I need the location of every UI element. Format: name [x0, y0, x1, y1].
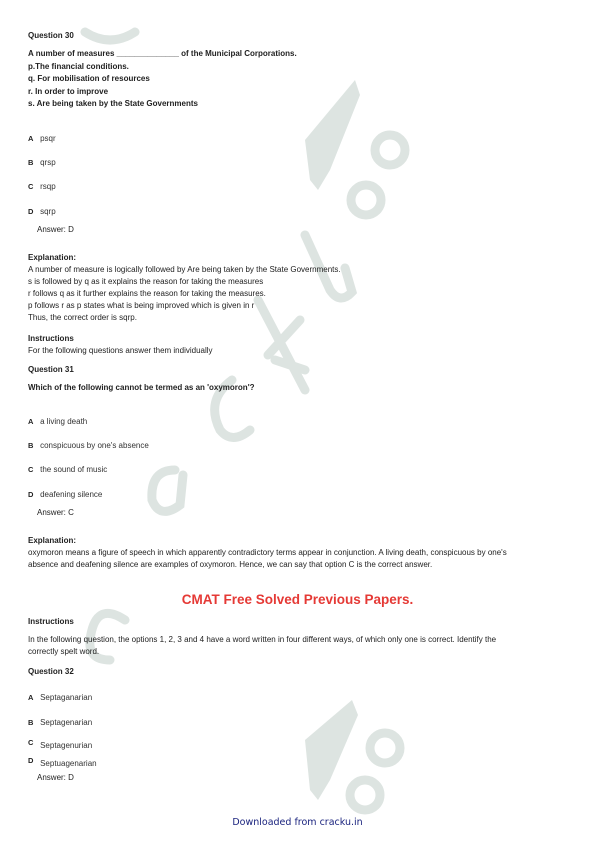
watermark-ring-4: [350, 780, 380, 810]
q30-option-c[interactable]: [28, 181, 56, 192]
question-31-stem: Which of the following cannot be termed as an 'oxymoron'?: [28, 383, 255, 392]
q32-option-a[interactable]: [28, 692, 92, 703]
option-text: psqr: [40, 134, 56, 143]
instructions-text: correctly spelt word.: [28, 647, 100, 656]
option-text: Septuagenarian: [40, 759, 97, 768]
q30-part-r: r. In order to improve: [28, 87, 109, 96]
watermark-ring-3: [370, 733, 400, 763]
footer-download-link[interactable]: Downloaded from cracku.in: [232, 817, 363, 828]
option-text: a living death: [40, 417, 88, 426]
q30-explanation-label: Explanation:: [28, 253, 77, 262]
question-30-stem: A number of measures ______________ of the Municipal Corporations.: [28, 49, 297, 58]
option-text: Septaganarian: [40, 693, 93, 702]
option-letter: B: [28, 441, 34, 450]
question-31-label: Question 31: [28, 365, 74, 374]
q30-part-p: p.The financial conditions.: [28, 62, 129, 71]
q31-option-b[interactable]: [28, 440, 149, 451]
q30-option-b[interactable]: [28, 157, 56, 168]
q30-option-d[interactable]: [28, 206, 56, 217]
q30-explanation-line: r follows q as it further explains the reason for taking the measures.: [28, 289, 266, 298]
q32-option-c[interactable]: [28, 740, 92, 751]
watermark-ring-1: [375, 135, 405, 165]
watermark-pencil-top: [305, 80, 360, 190]
q30-explanation-line: s is followed by q as it explains the reason for taking the measures: [28, 277, 264, 286]
option-text: conspicuous by one's absence: [40, 441, 149, 450]
q31-option-a[interactable]: [28, 416, 87, 427]
q31-explanation-line: absence and deafening silence are examples of oxymoron. Hence, we can say that option C is the correct answer.: [28, 560, 433, 569]
instructions-label: Instructions: [28, 334, 74, 343]
q32-answer: Answer: D: [37, 773, 74, 782]
q30-answer: Answer: D: [37, 225, 74, 234]
option-text: sqrp: [40, 207, 56, 216]
option-letter: C: [28, 182, 34, 191]
watermark-arc-top: [85, 32, 135, 40]
option-letter: C: [28, 465, 34, 474]
option-text: qrsp: [40, 158, 56, 167]
watermark-letter-a: [152, 470, 183, 511]
q30-explanation-line: Thus, the correct order is sqrp.: [28, 313, 137, 322]
option-letter: A: [28, 693, 34, 702]
watermark-letter-k: [258, 300, 305, 390]
option-text: the sound of music: [40, 465, 108, 474]
option-letter: B: [28, 718, 34, 727]
instructions-label: Instructions: [28, 617, 74, 626]
q32-option-d[interactable]: [28, 758, 97, 769]
instructions-text: For the following questions answer them individually: [28, 346, 213, 355]
q32-option-b[interactable]: [28, 717, 92, 728]
q30-explanation-line: A number of measure is logically followed by Are being taken by the State Governments.: [28, 265, 341, 274]
q31-option-c[interactable]: [28, 464, 107, 475]
promo-banner[interactable]: CMAT Free Solved Previous Papers.: [181, 592, 414, 607]
option-letter: D: [28, 490, 34, 499]
q31-explanation-line: oxymoron means a figure of speech in which apparently contradictory terms appear in conjunction. A living death, conspicuous by one's: [28, 548, 507, 557]
q30-option-a[interactable]: [28, 133, 56, 144]
option-text: Septagenurian: [40, 741, 93, 750]
q30-part-q: q. For mobilisation of resources: [28, 74, 150, 83]
instructions-text: In the following question, the options 1, 2, 3 and 4 have a word written in four different ways, of which only one is correct. Identify the: [28, 635, 497, 644]
option-letter: A: [28, 417, 34, 426]
q31-option-d[interactable]: [28, 489, 102, 500]
option-letter: B: [28, 158, 34, 167]
option-letter: C: [28, 738, 34, 747]
q31-explanation-label: Explanation:: [28, 536, 77, 545]
option-letter: D: [28, 207, 34, 216]
q30-part-s: s. Are being taken by the State Governments: [28, 99, 198, 108]
watermark-ring-2: [351, 185, 381, 215]
question-30-label: Question 30: [28, 31, 74, 40]
option-letter: A: [28, 134, 34, 143]
q30-explanation-line: p follows r as p states what is being improved which is given in r: [28, 301, 255, 310]
option-text: rsqp: [40, 182, 56, 191]
q31-answer: Answer: C: [37, 508, 74, 517]
option-letter: D: [28, 756, 34, 765]
question-32-label: Question 32: [28, 667, 74, 676]
option-text: deafening silence: [40, 490, 103, 499]
option-text: Septagenarian: [40, 718, 93, 727]
